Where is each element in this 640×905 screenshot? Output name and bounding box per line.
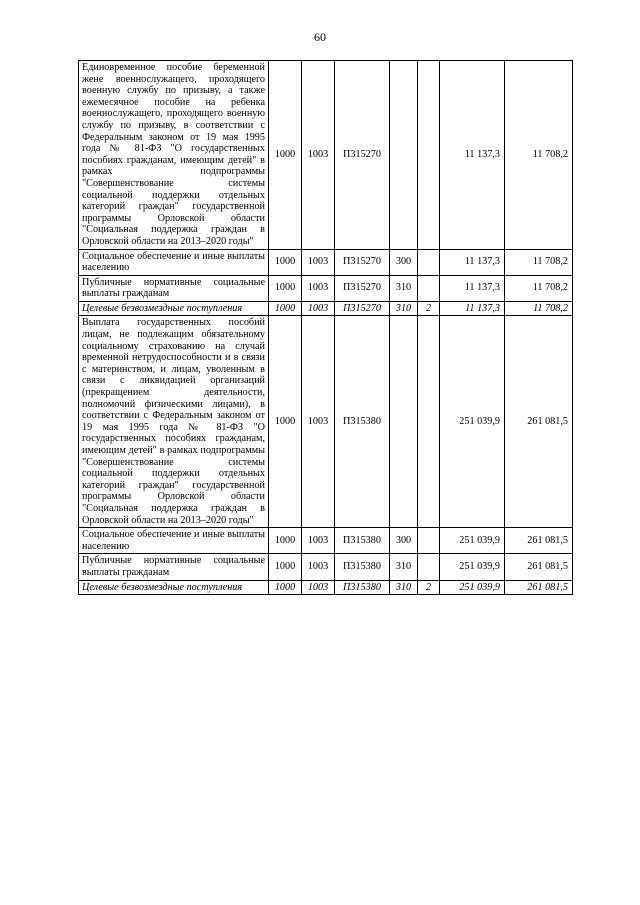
section-code: 1000 (269, 301, 302, 316)
section-code: 1000 (269, 580, 302, 595)
kosgu-code: 2 (418, 301, 440, 316)
subsection-code: 1003 (302, 61, 335, 250)
amount-year-2: 261 081,5 (505, 528, 573, 554)
expense-type-code: 310 (390, 301, 418, 316)
amount-year-2: 261 081,5 (505, 580, 573, 595)
expense-type-code: 310 (390, 554, 418, 580)
kosgu-code (418, 316, 440, 528)
row-description: Социальное обеспечение и иные выплаты населению (79, 249, 269, 275)
amount-year-2: 11 708,2 (505, 61, 573, 250)
amount-year-2: 11 708,2 (505, 275, 573, 301)
amount-year-2: 261 081,5 (505, 316, 573, 528)
target-article-code: П315380 (335, 554, 390, 580)
amount-year-1: 251 039,9 (440, 580, 505, 595)
kosgu-code (418, 249, 440, 275)
table-row (79, 249, 573, 275)
section-code: 1000 (269, 249, 302, 275)
section-code: 1000 (269, 61, 302, 250)
row-description: Целевые безвозмездные поступления (79, 301, 269, 316)
table-row (79, 275, 573, 301)
kosgu-code (418, 554, 440, 580)
row-description: Целевые безвозмездные поступления (79, 580, 269, 595)
kosgu-code (418, 528, 440, 554)
expense-type-code: 310 (390, 580, 418, 595)
row-description: Публичные нормативные социальные выплаты гражданам (79, 275, 269, 301)
amount-year-1: 11 137,3 (440, 61, 505, 250)
row-description: Социальное обеспечение и иные выплаты населению (79, 528, 269, 554)
table-row (79, 528, 573, 554)
section-code: 1000 (269, 316, 302, 528)
amount-year-2: 11 708,2 (505, 301, 573, 316)
amount-year-1: 251 039,9 (440, 554, 505, 580)
section-code: 1000 (269, 275, 302, 301)
amount-year-1: 251 039,9 (440, 528, 505, 554)
expense-type-code (390, 61, 418, 250)
section-code: 1000 (269, 528, 302, 554)
table-row (79, 301, 573, 316)
target-article-code: П315270 (335, 61, 390, 250)
row-description: Единовременное пособие беременной жене военнослужащего, проходящего военную службу по призыву, а также ежемесячное пособие на ребенка военнослужащего, проходящего военную службу по призыву, в соответствии с Федеральным законом от 19 мая 1995 года № 81-ФЗ "О государственных пособиях гражданам, имеющим детей" в рамках подпрограммы "Совершенствование системы социальной поддержки отдельных категорий граждан" государственной программы Орловской области "Социальная поддержка граждан в Орловской области на 2013–2020 годы" (79, 61, 269, 250)
row-description: Публичные нормативные социальные выплаты гражданам (79, 554, 269, 580)
subsection-code: 1003 (302, 554, 335, 580)
expense-type-code: 300 (390, 528, 418, 554)
expense-type-code (390, 316, 418, 528)
kosgu-code (418, 275, 440, 301)
amount-year-1: 11 137,3 (440, 275, 505, 301)
target-article-code: П315380 (335, 316, 390, 528)
expense-type-code: 300 (390, 249, 418, 275)
target-article-code: П315380 (335, 528, 390, 554)
budget-table (78, 60, 573, 595)
amount-year-2: 261 081,5 (505, 554, 573, 580)
target-article-code: П315270 (335, 249, 390, 275)
page-number: 60 (314, 30, 326, 44)
subsection-code: 1003 (302, 301, 335, 316)
amount-year-1: 11 137,3 (440, 301, 505, 316)
subsection-code: 1003 (302, 249, 335, 275)
subsection-code: 1003 (302, 316, 335, 528)
section-code: 1000 (269, 554, 302, 580)
table-row (79, 554, 573, 580)
row-description: Выплата государственных пособий лицам, не подлежащим обязательному социальному страхованию на случай временной нетрудоспособности и в связи с материнством, и лицам, уволенным в связи с ликвидацией организаций (прекращением деятельности, полномочий физическими лицами), в соответствии с Федеральным законом от 19 мая 1995 года № 81-ФЗ "О государственных пособиях гражданам, имеющим детей" в рамках подпрограммы "Совершенствование системы социальной поддержки отдельных категорий граждан" государственной программы Орловской области "Социальная поддержка граждан в Орловской области на 2013–2020 годы" (79, 316, 269, 528)
subsection-code: 1003 (302, 580, 335, 595)
subsection-code: 1003 (302, 528, 335, 554)
target-article-code: П315380 (335, 580, 390, 595)
amount-year-2: 11 708,2 (505, 249, 573, 275)
target-article-code: П315270 (335, 301, 390, 316)
expense-type-code: 310 (390, 275, 418, 301)
table-row (79, 61, 573, 250)
amount-year-1: 11 137,3 (440, 249, 505, 275)
kosgu-code (418, 61, 440, 250)
table-row (79, 316, 573, 528)
amount-year-1: 251 039,9 (440, 316, 505, 528)
target-article-code: П315270 (335, 275, 390, 301)
kosgu-code: 2 (418, 580, 440, 595)
table-row (79, 580, 573, 595)
subsection-code: 1003 (302, 275, 335, 301)
